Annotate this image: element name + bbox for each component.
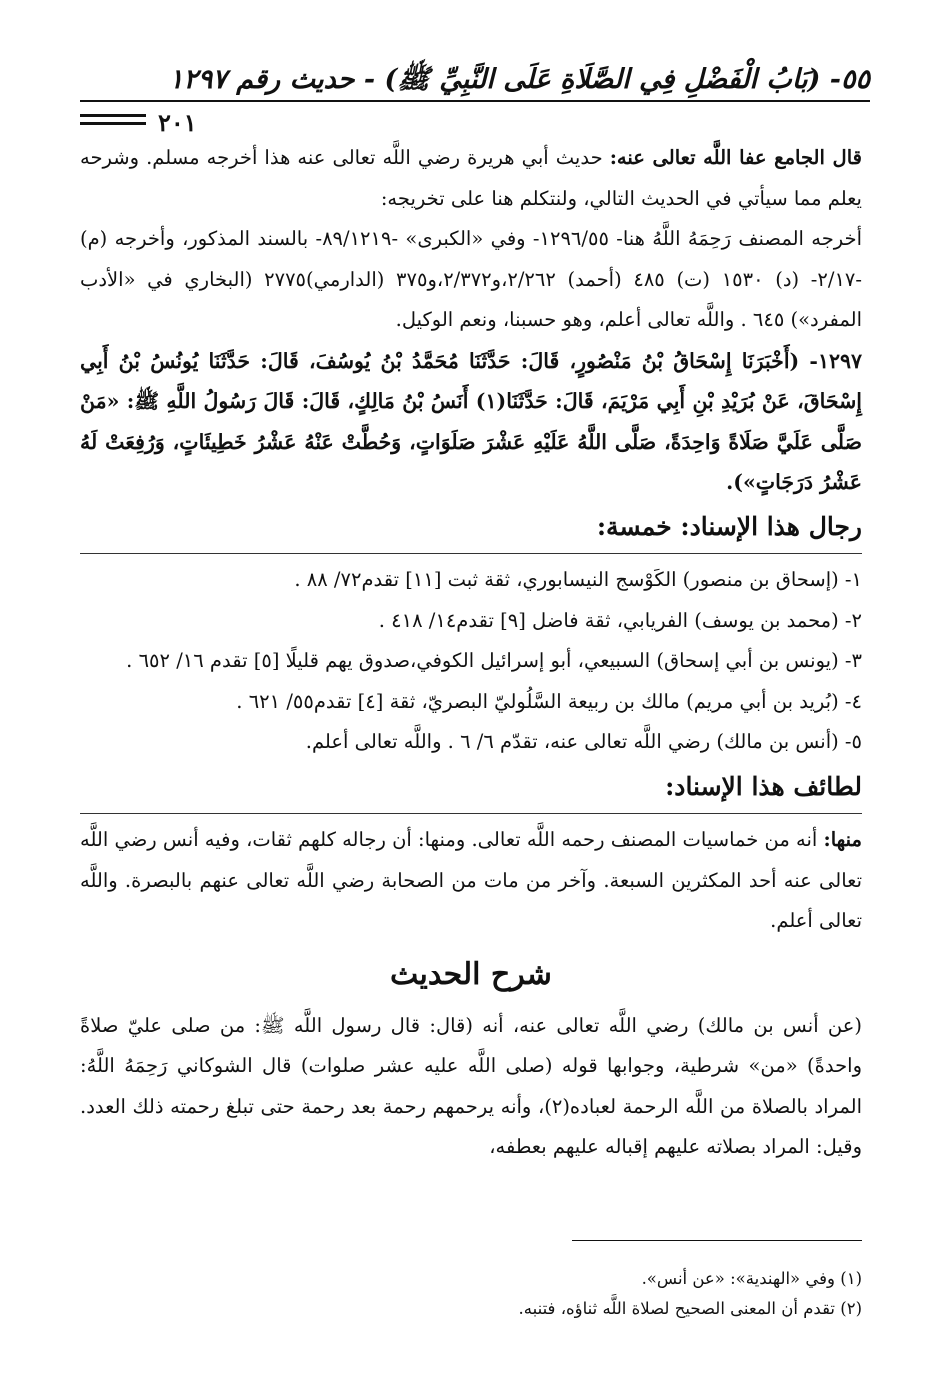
sharh-heading: شرح الحديث [390, 956, 552, 992]
hadith-text: ١٢٩٧- (أَخْبَرَنَا إِسْحَاقُ بْنُ مَنْصُورٍ، قَالَ: حَدَّثَنَا مُحَمَّدُ بْنُ يُوسُفَ، قَالَ: حَدَّثَنَا يُونُسُ بْنُ أَبِي إِسْحَاقَ، عَنْ بُرَيْدِ بْنِ أَبِي مَرْيَمَ، قَالَ: حَدَّثَنَا(١) أَنَسُ بْنُ مَالِكٍ، قَالَ: قَالَ رَسُولُ اللَّهِ ﷺ: «مَنْ صَلَّى عَلَيَّ صَلَاةً وَاحِدَةً، صَلَّى اللَّهُ عَلَيْهِ عَشْرَ صَلَوَاتٍ، وَحُطَّتْ عَنْهُ عَشْرُ خَطِيئَاتٍ، وَرُفِعَتْ لَهُ عَشْرُ دَرَجَاتٍ»). [80, 348, 862, 494]
section-rule [80, 553, 862, 554]
intro-lead: قال الجامع عفا اللَّه تعالى عنه: [609, 146, 862, 169]
lataif-text: أنه من خماسيات المصنف رحمه اللَّه تعالى. ومنها: أن رجاله كلهم ثقات، وفيه أنس رضي اللَّه تعالى عنه أحد المكثرين السبعة. وآخر من مات من الصحابة رضي اللَّه تعالى عنهم بالبصرة. واللَّه تعالى أعلم. [80, 828, 862, 932]
running-header [80, 62, 870, 137]
intro-text: حديث أبي هريرة رضي اللَّه تعالى عنه هذا أخرجه مسلم. وشرحه يعلم مما سيأتي في الحديث التالي، ولنتكلم هنا على تخريجه: [80, 146, 862, 210]
narrator-item: ٥- (أنس بن مالك) رضي اللَّه تعالى عنه، تقدّم ٦/ ٦ . واللَّه تعالى أعلم. [305, 730, 862, 753]
footnote: (١) وفي «الهندية»: «عن أنس». [641, 1269, 862, 1288]
intro-paragraph [80, 138, 862, 219]
narrators-heading: رجال هذا الإسناد: خمسة: [596, 511, 862, 541]
narrator-item: ١- (إسحاق بن منصور) الكَوْسج النيسابوري، ثقة ثبت [١١] تقدم٧٢/ ٨٨ . [294, 568, 862, 591]
lataif-lead: منها: [823, 828, 862, 851]
page-number: ٢٠١ [158, 108, 197, 137]
footnote-rule [572, 1240, 862, 1241]
sharh-paragraph: (عن أنس بن مالك) رضي اللَّه تعالى عنه، أنه (قال: قال رسول اللَّه ﷺ: من صلى عليّ صلاةً واحدةً) «من» شرطية، وجوابها قوله (صلى اللَّه عليه عشر صلوات) قال الشوكاني رَحِمَهُ اللَّهُ: المراد بالصلاة من اللَّه الرحمة لعباده(٢)، وأنه يرحمهم رحمة بعد رحمة حتى تبلغ رحمته ذلك العدد. وقيل: المراد بصلاته عليهم إقباله عليهم بعطفه، [80, 1013, 862, 1158]
narrator-item: ٣- (يونس بن أبي إسحاق) السبيعي، أبو إسرائيل الكوفي،صدوق يهم قليلًا [٥] تقدم ١٦/ ٦٥٢ . [126, 649, 862, 672]
section-rule [80, 813, 862, 814]
header-rule [80, 100, 870, 102]
page-body [80, 138, 862, 1168]
lataif-paragraph [80, 820, 862, 942]
chapter-title: ٥٥- (بَابُ الْفَضْلِ فِي الصَّلَاةِ عَلَى النَّبِيِّ ﷺ) - حديث رقم ١٢٩٧ [168, 64, 870, 95]
takhrij-paragraph: أخرجه المصنف رَحِمَهُ اللَّهُ هنا- ١٢٩٦/٥٥- وفي «الكبرى» -٨٩/١٢١٩- بالسند المذكور، وأخرجه (م) -٢/١٧- (د) ١٥٣٠ (ت) ٤٨٥ (أحمد) ٢/٢٦٢،و٢/٣٧٢،و٣٧٥ (الدارمي)٢٧٧٥ (البخاري في «الأدب المفرد») ٦٤٥ . واللَّه تعالى أعلم، وهو حسبنا، ونعم الوكيل. [80, 227, 863, 331]
page-number-rule [80, 122, 146, 125]
lataif-heading: لطائف هذا الإسناد: [665, 771, 862, 801]
narrator-item: ٢- (محمد بن يوسف) الفريابي، ثقة فاضل [٩] تقدم١٤/ ٤١٨ . [378, 608, 862, 632]
narrator-item: ٤- (بُريد بن أبي مريم) مالك بن ربيعة السَّلُوليّ البصريّ، ثقة [٤] تقدم٥٥/ ٦٢١ . [236, 689, 862, 713]
page-number-rule [80, 114, 146, 117]
footnote: (٢) تقدم أن المعنى الصحيح لصلاة اللَّه ثناؤه، فتنبه. [518, 1299, 862, 1318]
